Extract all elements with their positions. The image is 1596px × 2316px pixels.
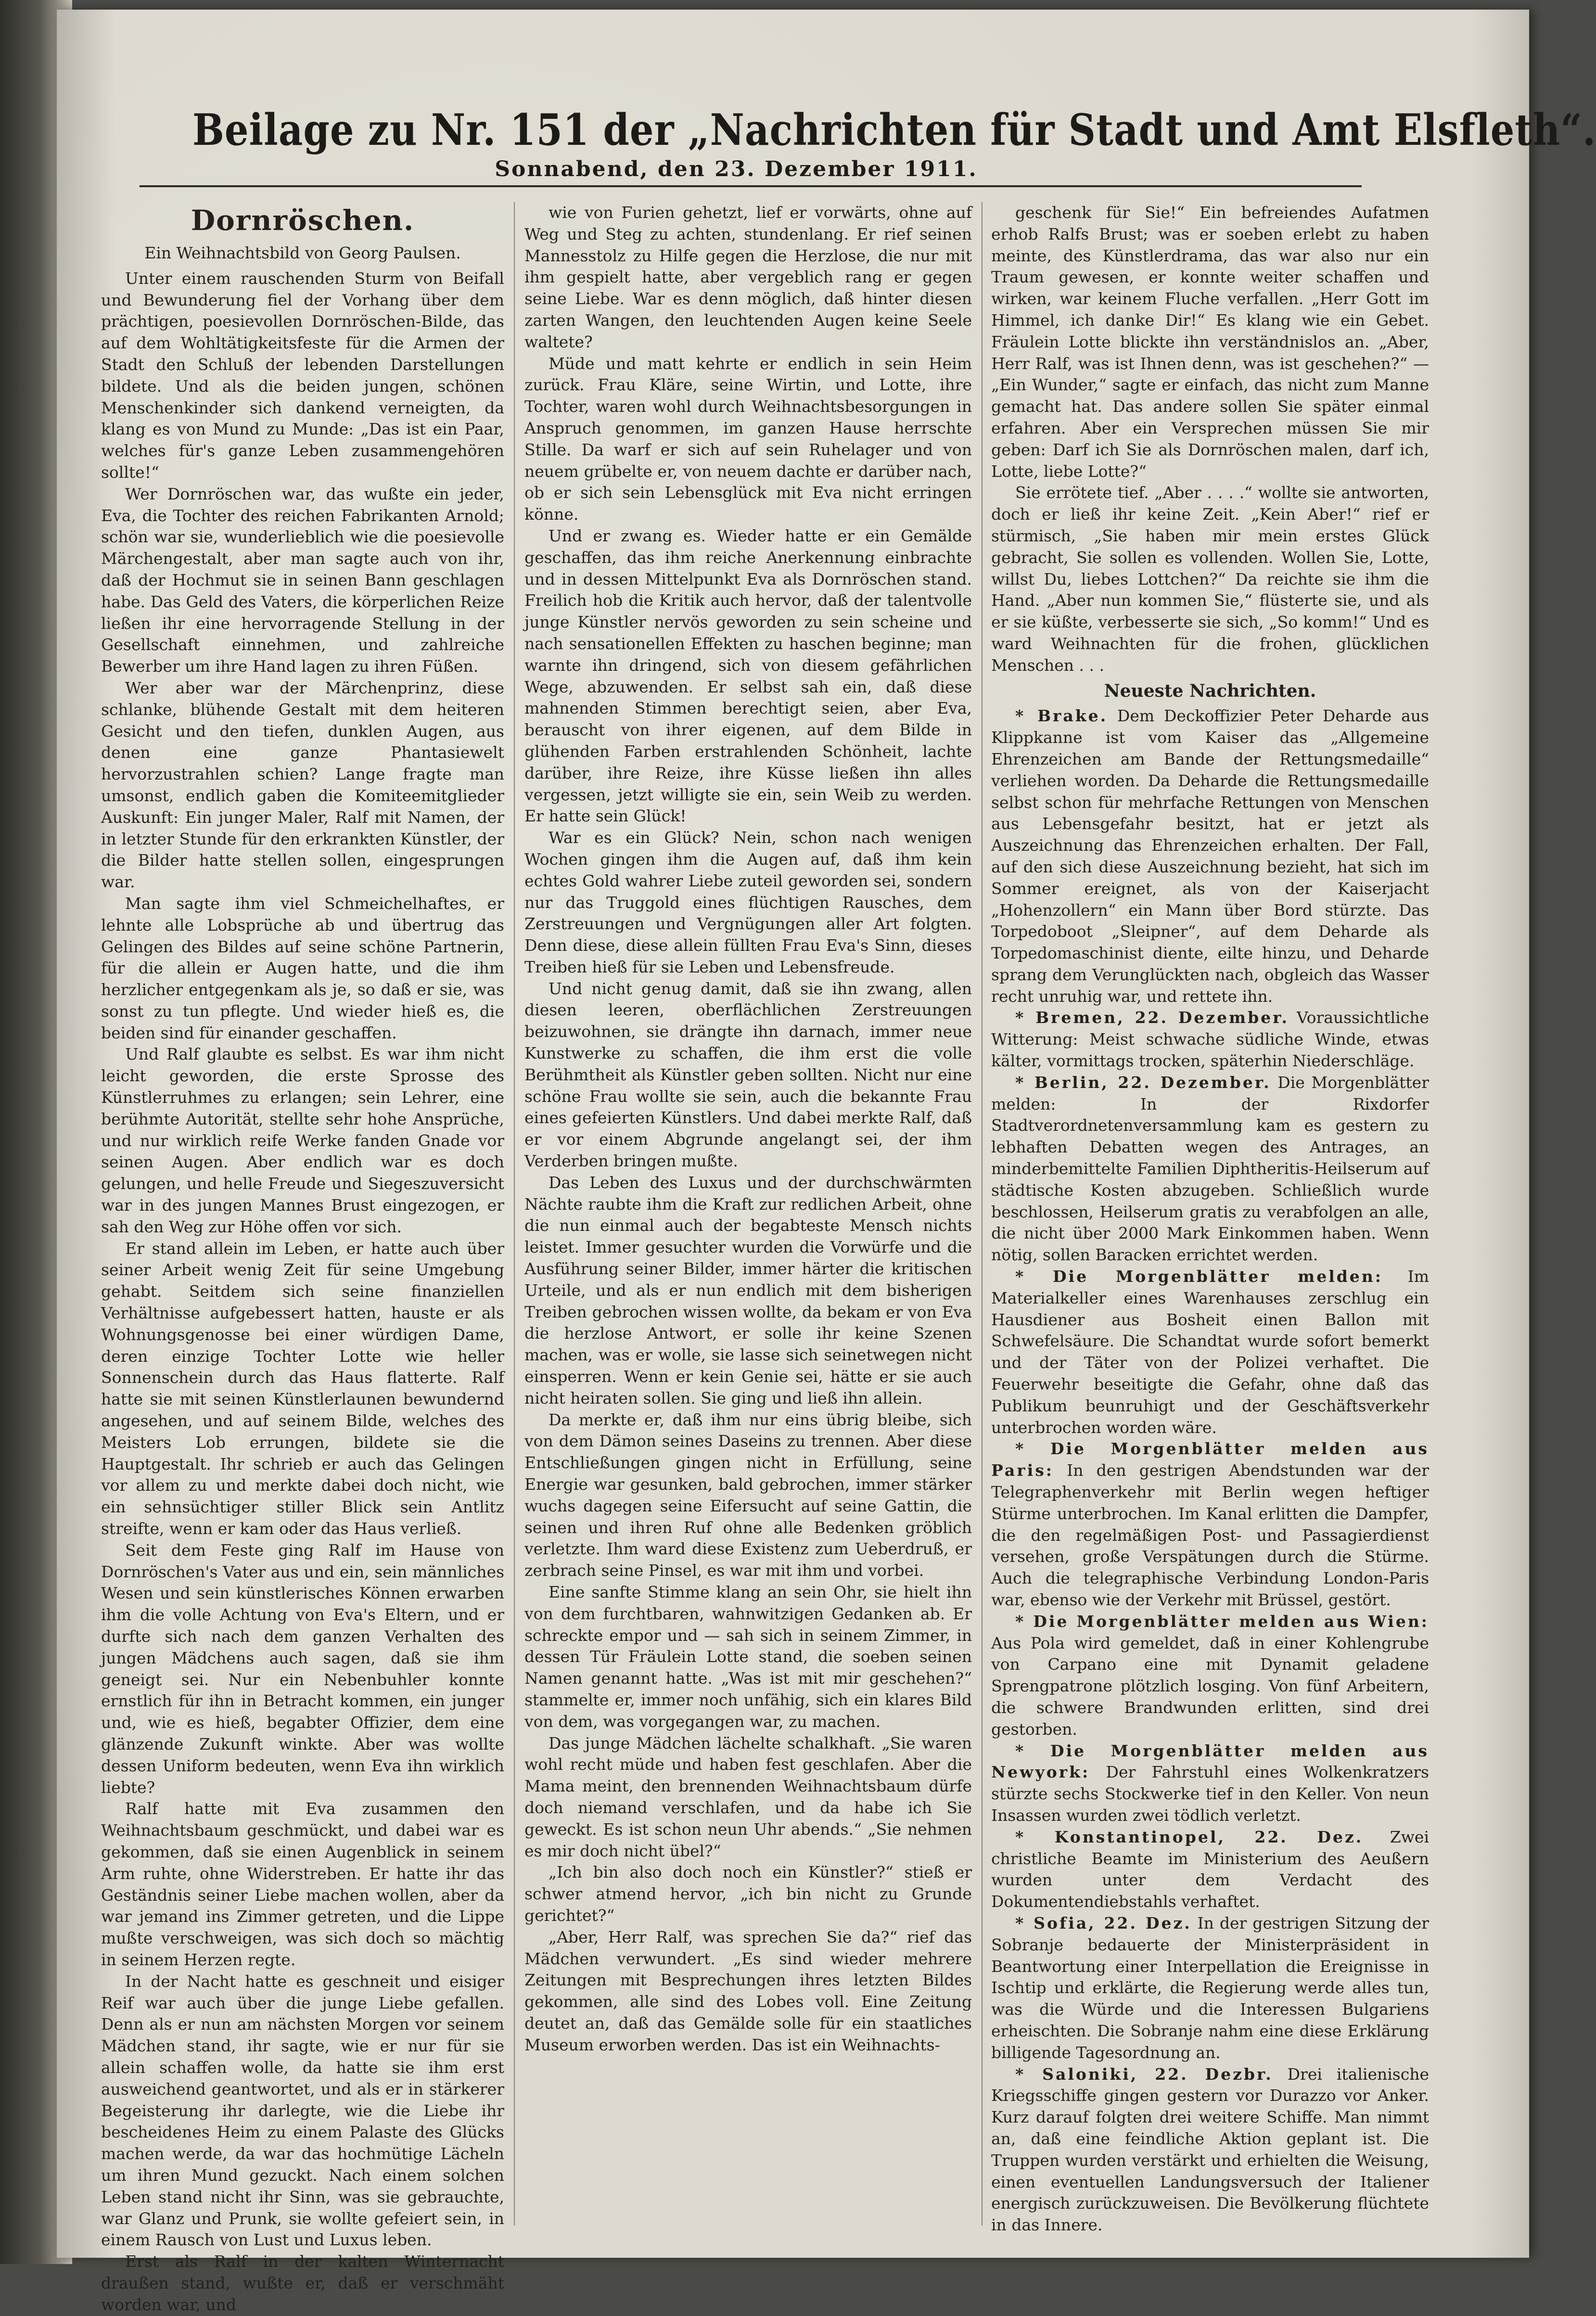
paragraph: Wer aber war der Märchenprinz, diese schlanke, blühende Gestalt mit dem heiteren Gesicht und den tiefen, dunklen Augen, aus denen eine ganze Phantasiewelt hervorzustrahlen schien? Lange fragte man umsonst, endlich gaben die Komiteemitglieder Auskunft: Ein junger Maler, Ralf mit Namen, der in letzter Stunde für den erkrankten Künstler, der die Bilder hatte stellen sollen, eingesprungen war. xyxy=(101,678,504,892)
news-dateline: * Brake. xyxy=(1015,706,1108,726)
news-text: Voraussichtliche Witterung: Meist schwache südliche Winde, etwas kälter, vormittags trocken, späterhin Niederschläge. xyxy=(991,1008,1429,1071)
news-text: Im Materialkeller eines Warenhauses zerschlug ein Hausdiener aus Bosheit einen Ballon mit Schwefelsäure. Die Schandtat wurde sofort bemerkt und der Täter von der Polizei verhaftet. Die Feuerwehr beseitigte die Gefahr, ohne daß das Publikum beunruhigt und der Geschäftsverkehr unterbrochen worden wäre. xyxy=(991,1267,1429,1437)
news-dateline: * Berlin, 22. Dezember. xyxy=(1015,1073,1271,1092)
masthead xyxy=(192,105,1596,181)
paragraph: Wer Dornröschen war, das wußte ein jeder, Eva, die Tochter des reichen Fabrikanten Arnold; schön war sie, wunderlieblich wie die poesievolle Märchengestalt, aber man sagte auch von ihr, daß der Hochmut sie in seinen Bann geschlagen habe. Das Geld des Vaters, die körperlichen Reize ließen ihr eine hervorragende Stellung in der Gesellschaft einnehmen, und zahlreiche Bewerber um ihre Hand lagen zu ihren Füßen. xyxy=(101,484,504,676)
paragraph: Müde und matt kehrte er endlich in sein Heim zurück. Frau Kläre, seine Wirtin, und Lotte, ihre Tochter, waren wohl durch Weihnachtsbesorgungen in Anspruch genommen, im ganzen Hause herrschte Stille. Da warf er sich auf sein Ruhelager und von neuem grübelte er, von neuem dachte er darüber nach, ob er sich sein Lebensglück mit Eva nicht erringen könne. xyxy=(524,354,972,524)
story-subtitle: Ein Weihnachtsbild von Georg Paulsen. xyxy=(144,243,461,262)
news-text: In den gestrigen Abendstunden war der Telegraphenverkehr mit Berlin wegen heftiger Stürme unterbrochen. Im Kanal erlitten die Dampfer, die den regelmäßigen Post- und Passagierdienst versehen, große Verspätungen durch die Stürme. Auch die telegraphische Verbindung London-Paris war, ebenso wie der Verkehr mit Brüssel, gestört. xyxy=(991,1461,1429,1609)
paragraph: „Ich bin also doch noch ein Künstler?“ stieß er schwer atmend hervor, „ich bin nicht zu Grunde gerichtet?“ xyxy=(524,1863,972,1925)
paragraph: Eine sanfte Stimme klang an sein Ohr, sie hielt ihn von dem furchtbaren, wahnwitzigen Gedanken ab. Er schreckte empor und — sah sich in seinem Zimmer, in dessen Tür Fräulein Lotte stand, die soeben seinen Namen genannt hatte. „Was ist mit mir geschehen?“ stammelte er, immer noch unfähig, sich ein klares Bild von dem, was vorgegangen war, zu machen. xyxy=(524,1583,972,1731)
paragraph: Und er zwang es. Wieder hatte er ein Gemälde geschaffen, das ihm reiche Anerkennung einbrachte und in dessen Mittelpunkt Eva als Dornröschen stand. Freilich hob die Kritik auch hervor, daß der talentvolle junge Künstler nervös geworden zu sein scheine und nach sensationellen Effekten zu haschen beginne; man warnte ihn dringend, sich von diesem gefährlichen Wege, abzuwenden. Er selbst sah ein, daß diese mahnenden Stimmen berechtigt seien, aber Eva, berauscht von ihrer eigenen, auf dem Bilde in glühenden Farben erstrahlenden Schönheit, lachte darüber, ihre Reize, ihre Küsse ließen ihn alles vergessen, jetzt willigte sie ein, sein Weib zu werden. Er hatte sein Glück! xyxy=(524,526,972,826)
paragraph: Er stand allein im Leben, er hatte auch über seiner Arbeit wenig Zeit für seine Umgebung gehabt. Seitdem sich seine finanziellen Verhältnisse aufgebessert hatten, hauste er als Wohnungsgenosse bei einer würdigen Dame, deren einzige Tochter Lotte wie heller Sonnenschein durch das Haus flatterte. Ralf hatte sie mit seinen Künstlerlaunen bewundernd angesehen, und auf seinem Bilde, welches des Meisters Lob errungen, bildete sie die Hauptgestalt. Ihr schrieb er auch das Gelingen vor allem zu und merkte dabei doch nicht, wie ein sehnsüchtiger stiller Blick sein Antlitz streifte, wenn er kam oder das Haus verließ. xyxy=(101,1239,504,1538)
paragraph: Seit dem Feste ging Ralf im Hause von Dornröschen's Vater aus und ein, sein männliches Wesen und sein künstlerisches Können erwarben ihm die volle Achtung von Eva's Eltern, und er durfte sich nach dem ganzen Verhalten des jungen Mädchens auch sagen, daß sie ihm geneigt sei. Nur ein Nebenbuhler konnte ernstlich für ihn in Betracht kommen, ein junger und, wie es hieß, begabter Offizier, dem eine glänzende Zukunft winkte. Aber was wollte dessen Uniform bedeuten, wenn Eva ihn wirklich liebte? xyxy=(101,1540,504,1797)
news-dateline: * Die Morgenblätter melden: xyxy=(1015,1267,1383,1286)
news-item xyxy=(991,1827,1429,1913)
news-dateline: * Die Morgenblätter melden aus Newyork: xyxy=(991,1741,1429,1782)
news-dateline: * Saloniki, 22. Dezbr. xyxy=(1015,2064,1273,2084)
news-item xyxy=(991,2064,1429,2236)
paragraph: Erst als Ralf in der kalten Winternacht draußen stand, wußte er, daß er verschmäht worden war, und xyxy=(101,2252,504,2314)
news-dateline: * Die Morgenblätter melden aus Wien: xyxy=(1015,1612,1429,1631)
paragraph: In der Nacht hatte es geschneit und eisiger Reif war auch über die junge Liebe gefallen. Denn als er nun am nächsten Morgen vor seinem Mädchen stand, ihr sagte, wie er nur für sie allein schaffen wolle, da hatte sie ihm erst ausweichend geantwortet, und als er in stärkerer Begeisterung ihr darlegte, wie die Liebe ihr bescheidenes Heim zu einem Palaste des Glücks machen werde, da war das hochmütige Lächeln um ihren Mund gezuckt. Nach einem solchen Leben stand nicht ihr Sinn, was sie gebrauchte, war Glanz und Prunk, sie wollte gefeiert sein, in einem Rausch von Lust und Luxus leben. xyxy=(101,1971,504,2250)
news-text: In der gestrigen Sitzung der Sobranje bedauerte der Ministerpräsident in Beantwortung einer Interpellation die Ereignisse in Ischtip und erklärte, die Regierung werde alles tun, was die Würde und die Interessen Bulgariens erheischten. Die Sobranje nahm eine diese Erklärung billigende Tagesordnung an. xyxy=(991,1913,1429,2062)
story-part-1 xyxy=(101,268,504,2316)
news-text: Aus Pola wird gemeldet, daß in einer Kohlengrube von Carpano eine mit Dynamit geladene Sprengpatrone plötzlich losging. Von fünf Arbeitern, die schwere Brandwunden erlitten, sind drei gestorben. xyxy=(991,1633,1429,1739)
column-divider xyxy=(514,202,515,2226)
paragraph: Und nicht genug damit, daß sie ihn zwang, allen diesen leeren, oberflächlichen Zerstreuungen beizuwohnen, sie drängte ihn darnach, immer neue Kunstwerke zu schaffen, die ihm erst die volle Berühmtheit als Künstler geben sollten. Nicht nur eine schöne Frau wollte sie sein, auch die bekannte Frau eines gefeierten Künstlers. Und dabei merkte Ralf, daß er vor einem Abgrunde angelangt sei, der ihm Verderben bringen mußte. xyxy=(524,979,972,1171)
paragraph: Sie errötete tief. „Aber . . . .“ wollte sie antworten, doch er ließ ihr keine Zeit. „Kein Aber!“ rief er stürmisch, „Sie haben mir mein erstes Glück gebracht, Sie sollen es vollenden. Wollen Sie, Lotte, willst Du, liebes Lottchen?“ Da reichte sie ihm die Hand. „Aber nun kommen Sie,“ flüsterte sie, und als er sie küßte, verbesserte sie sich, „So komm!“ Und es ward Weihnachten für die frohen, glücklichen Menschen . . . xyxy=(991,483,1429,675)
news-text: Drei italienische Kriegsschiffe gingen gestern vor Durazzo vor Anker. Kurz darauf folgten drei weitere Schiffe. Man nimmt an, daß eine feindliche Aktion geplant ist. Die Truppen wurden verstärkt und erhielten die Weisung, einen eventuellen Landungsversuch der Italiener energisch zurückzuweisen. Die Bevölkerung flüchtete in das Innere. xyxy=(991,2064,1429,2235)
story-title: Dornröschen. xyxy=(191,204,415,237)
news-list xyxy=(991,705,1429,2236)
paragraph: Ralf hatte mit Eva zusammen den Weihnachtsbaum geschmückt, und dabei war es gekommen, daß sie einen Augenblick in seinem Arm ruhte, ohne Widerstreben. Er hatte ihr das Geständnis seiner Liebe machen wollen, aber da war jemand ins Zimmer getreten, und die Lippe mußte verschweigen, was sich doch so mächtig in seinem Herzen regte. xyxy=(101,1799,504,1969)
news-dateline: * Sofia, 22. Dez. xyxy=(1015,1913,1192,1932)
news-text: Dem Deckoffizier Peter Deharde aus Klippkanne ist vom Kaiser das „Allgemeine Ehrenzeichen am Bande der Rettungsmedaille“ verliehen worden. Da Deharde die Rettungsmedaille selbst schon für mehrfache Rettungen von Menschen aus Lebensgefahr besitzt, hat er jetzt als Auszeichnung das Ehrenzeichen erhalten. Der Fall, auf den sich diese Auszeichnung bezieht, hat sich im Sommer ereignet, als von der Kaiserjacht „Hohenzollern“ ein Mann über Bord stürzte. Das Torpedoboot „Sleipner“, auf dem Deharde als Torpedomaschinist diente, eilte hinzu, und Deharde sprang dem Verunglückten nach, obgleich das Wasser recht unruhig war, und rettete ihn. xyxy=(991,706,1429,1006)
paragraph: Das junge Mädchen lächelte schalkhaft. „Sie waren wohl recht müde und haben fest geschlafen. Aber die Mama meint, den brennenden Weihnachtsbaum dürfe doch niemand verschlafen, und da habe ich Sie geweckt. Es ist schon neun Uhr abends.“ „Sie nehmen es mir doch nicht übel?“ xyxy=(524,1733,972,1860)
paragraph: War es ein Glück? Nein, schon nach wenigen Wochen gingen ihm die Augen auf, daß ihm kein echtes Gold wahrer Liebe zuteil geworden sei, sondern nur das Truggold eines flüchtigen Rausches, dem Zerstreuungen und Vergnügungen aller Art folgten. Denn diese, diese allein füllten Frau Eva's Sinn, dieses Treiben hieß für sie Leben und Lebensfreude. xyxy=(524,828,972,976)
column-divider xyxy=(982,202,983,2226)
news-item xyxy=(991,1266,1429,1438)
column-2 xyxy=(524,202,972,2230)
news-item xyxy=(991,1611,1429,1740)
news-item xyxy=(991,1740,1429,1827)
paragraph: Unter einem rauschenden Sturm von Beifall und Bewunderung fiel der Vorhang über dem prächtigen, poesievollen Dornröschen-Bilde, das auf dem Wohltätigkeitsfeste für die Armen der Stadt den Schluß der lebenden Darstellungen bildete. Und als die beiden jungen, schönen Menschenkinder sich dankend verneigten, da klang es von Mund zu Munde: „Das ist ein Paar, welches für's ganze Leben zusammengehören sollte!“ xyxy=(101,269,504,482)
news-text: Die Morgenblätter melden: In der Rixdorfer Stadtverordnetenversammlung kam es gestern zu lebhaften Debatten wegen des Antrages, an minderbemittelte Familien Diphtheritis-Heilserum auf städtische Kosten abzugeben. Schließlich wurde beschlossen, Heilserum gratis zu verabfolgen an alle, die nicht über 2000 Mark Einkommen haben. Wenn nötig, sollen Baracken errichtet werden. xyxy=(991,1073,1429,1265)
news-text: Zwei christliche Beamte im Ministerium des Aeußern wurden unter dem Verdacht des Dokumentendiebstahls verhaftet. xyxy=(991,1827,1429,1911)
news-item xyxy=(991,1007,1429,1072)
column-1 xyxy=(101,202,504,2314)
news-item xyxy=(991,1072,1429,1266)
news-section-title: Neueste Nachrichten. xyxy=(1104,680,1316,701)
masthead-date: Sonnabend, den 23. Dezember 1911. xyxy=(495,157,978,181)
news-dateline: * Konstantinopel, 22. Dez. xyxy=(1015,1827,1364,1846)
paragraph: Man sagte ihm viel Schmeichelhaftes, er lehnte alle Lobsprüche ab und übertrug das Gelingen des Bildes auf seine schöne Partnerin, für die allein er Augen hatte, und die ihm herzlicher entgegenkam als je, so daß er sie, was sonst zu tun pflegte. Und wieder hieß es, die beiden sind für einander geschaffen. xyxy=(101,894,504,1042)
paragraph: Das Leben des Luxus und der durchschwärmten Nächte raubte ihm die Kraft zur redlichen Arbeit, ohne die nun einmal auch der begabteste Mensch nichts leistet. Immer gesuchter wurden die Vorwürfe und die Ausführung seiner Bilder, immer härter die kritischen Urteile, und als er nun endlich mit dem bisherigen Treiben gebrochen wissen wollte, da bekam er von Eva die herzlose Antwort, er solle ihr keine Szenen machen, was er wolle, sie lasse sich seinetwegen nicht einsperren. Wenn er kein Genie sei, hätte er sie auch nicht heiraten sollen. Sie ging und ließ ihn allein. xyxy=(524,1173,972,1408)
news-item xyxy=(991,1913,1429,2064)
news-item xyxy=(991,705,1429,1007)
column-3 xyxy=(991,202,1429,2235)
paragraph: Und Ralf glaubte es selbst. Es war ihm nicht leicht geworden, die erste Sprosse des Künstlerruhmes zu erlangen; sein Lehrer, eine berühmte Autorität, stellte sehr hohe Ansprüche, und nur wirklich reife Werke fanden Gnade vor seinen Augen. Aber endlich war es doch gelungen, und helle Freude und Siegeszuversicht war in des jungen Mannes Brust eingezogen, er sah den Weg zur Höhe offen vor sich. xyxy=(101,1045,504,1236)
story-part-3 xyxy=(991,202,1429,677)
paragraph: wie von Furien gehetzt, lief er vorwärts, ohne auf Weg und Steg zu achten, stundenlang. Er rief seinen Mannesstolz zu Hilfe gegen die Herzlose, die nur mit ihm gespielt hatte, aber vergeblich rang er gegen seine Liebe. War es denn möglich, daß hinter diesen zarten Wangen, den leuchtenden Augen keine Seele waltete? xyxy=(524,203,972,351)
paragraph: geschenk für Sie!“ Ein befreiendes Aufatmen erhob Ralfs Brust; was er soeben erlebt zu haben meinte, des Künstlerdrama, das war also nur ein Traum gewesen, er konnte weiter schaffen und wirken, war keinem Fluche verfallen. „Herr Gott im Himmel, ich danke Dir!“ Es klang wie ein Gebet. Fräulein Lotte blickte ihn verständnislos an. „Aber, Herr Ralf, was ist Ihnen denn, was ist geschehen?“ — „Ein Wunder,“ sagte er einfach, das nicht zum Manne gemacht hat. Das andere sollen Sie später einmal erfahren. Aber ein Versprechen müssen Sie mir geben: Darf ich Sie als Dornröschen malen, darf ich, Lotte, liebe Lotte?“ xyxy=(991,203,1429,481)
news-dateline: * Bremen, 22. Dezember. xyxy=(1015,1008,1289,1027)
masthead-rule xyxy=(140,185,1362,187)
news-text: Der Fahrstuhl eines Wolkenkratzers stürzte sechs Stockwerke tief in den Keller. Von neun Insassen wurden zwei tödlich verletzt. xyxy=(991,1763,1429,1825)
masthead-title: Beilage zu Nr. 151 der „Nachrichten für Stadt und Amt Elsfleth“. xyxy=(192,105,1596,155)
news-dateline: * Die Morgenblätter melden aus Paris: xyxy=(991,1439,1429,1480)
news-item xyxy=(991,1438,1429,1611)
paragraph: Da merkte er, daß ihm nur eins übrig bleibe, sich von dem Dämon seines Daseins zu trennen. Aber diese Entschließungen gingen nicht in Erfüllung, seine Energie war gesunken, bald gebrochen, immer stärker wuchs dagegen seine Eifersucht auf seine Gattin, die seinen und ihren Ruf ohne alle Bedenken gröblich verletzte. Ihm ward diese Existenz zum Ueberdruß, er zerbrach seine Pinsel, es war mit ihm und vorbei. xyxy=(524,1410,972,1580)
paragraph: „Aber, Herr Ralf, was sprechen Sie da?“ rief das Mädchen verwundert. „Es sind wieder mehrere Zeitungen mit Besprechungen ihres letzten Bildes gekommen, alle sind des Lobes voll. Eine Zeitung deutet an, daß das Gemälde solle für ein staatliches Museum erworben werden. Das ist ein Weihnachts- xyxy=(524,1927,972,2054)
story-part-2 xyxy=(524,202,972,2056)
